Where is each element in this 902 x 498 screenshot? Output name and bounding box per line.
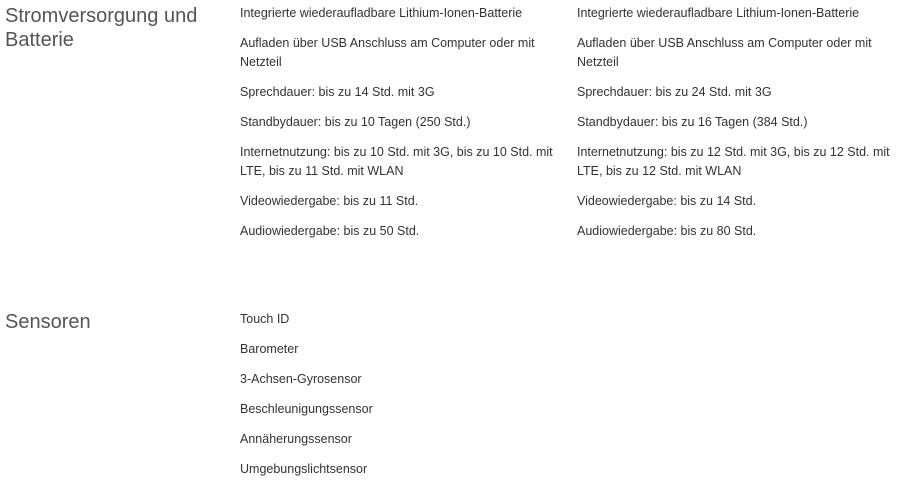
battery-section-title: Stromversorgung und Batterie	[5, 5, 198, 51]
battery-section	[0, 4, 902, 244]
spec-item: Integrierte wiederaufladbare Lithium-Ionen-Batterie	[240, 6, 523, 20]
spec-item: Sprechdauer: bis zu 14 Std. mit 3G	[240, 85, 435, 99]
sensors-list	[240, 310, 560, 490]
spec-item: Sprechdauer: bis zu 24 Std. mit 3G	[577, 85, 772, 99]
battery-specs-model-b	[577, 4, 897, 252]
sensor-item: Barometer	[240, 342, 299, 356]
spec-item: Audiowiedergabe: bis zu 50 Std.	[240, 224, 420, 238]
spec-item: Aufladen über USB Anschluss am Computer oder mit Netzteil	[577, 36, 872, 69]
sensors-section	[0, 310, 902, 496]
sensor-item: Umgebungslichtsensor	[240, 462, 368, 476]
sensor-item: 3-Achsen-Gyrosensor	[240, 372, 362, 386]
spec-item: Aufladen über USB Anschluss am Computer oder mit Netzteil	[240, 36, 535, 69]
sensors-section-title: Sensoren	[5, 311, 91, 333]
spec-item: Internetnutzung: bis zu 12 Std. mit 3G, bis zu 12 Std. mit LTE, bis zu 12 Std. mit WLAN	[577, 145, 890, 178]
spec-item: Integrierte wiederaufladbare Lithium-Ionen-Batterie	[577, 6, 860, 20]
spec-item: Standbydauer: bis zu 10 Tagen (250 Std.)	[240, 115, 471, 129]
spec-item: Standbydauer: bis zu 16 Tagen (384 Std.)	[577, 115, 808, 129]
spec-item: Videowiedergabe: bis zu 14 Std.	[577, 194, 757, 208]
spec-item: Videowiedergabe: bis zu 11 Std.	[240, 194, 419, 208]
spec-item: Audiowiedergabe: bis zu 80 Std.	[577, 224, 757, 238]
sensor-item: Beschleunigungssensor	[240, 402, 373, 416]
sensor-item: Touch ID	[240, 312, 290, 326]
battery-specs-model-a	[240, 4, 560, 252]
spec-item: Internetnutzung: bis zu 10 Std. mit 3G, bis zu 10 Std. mit LTE, bis zu 11 Std. mit WLAN	[240, 145, 553, 178]
sensor-item: Annäherungssensor	[240, 432, 352, 446]
